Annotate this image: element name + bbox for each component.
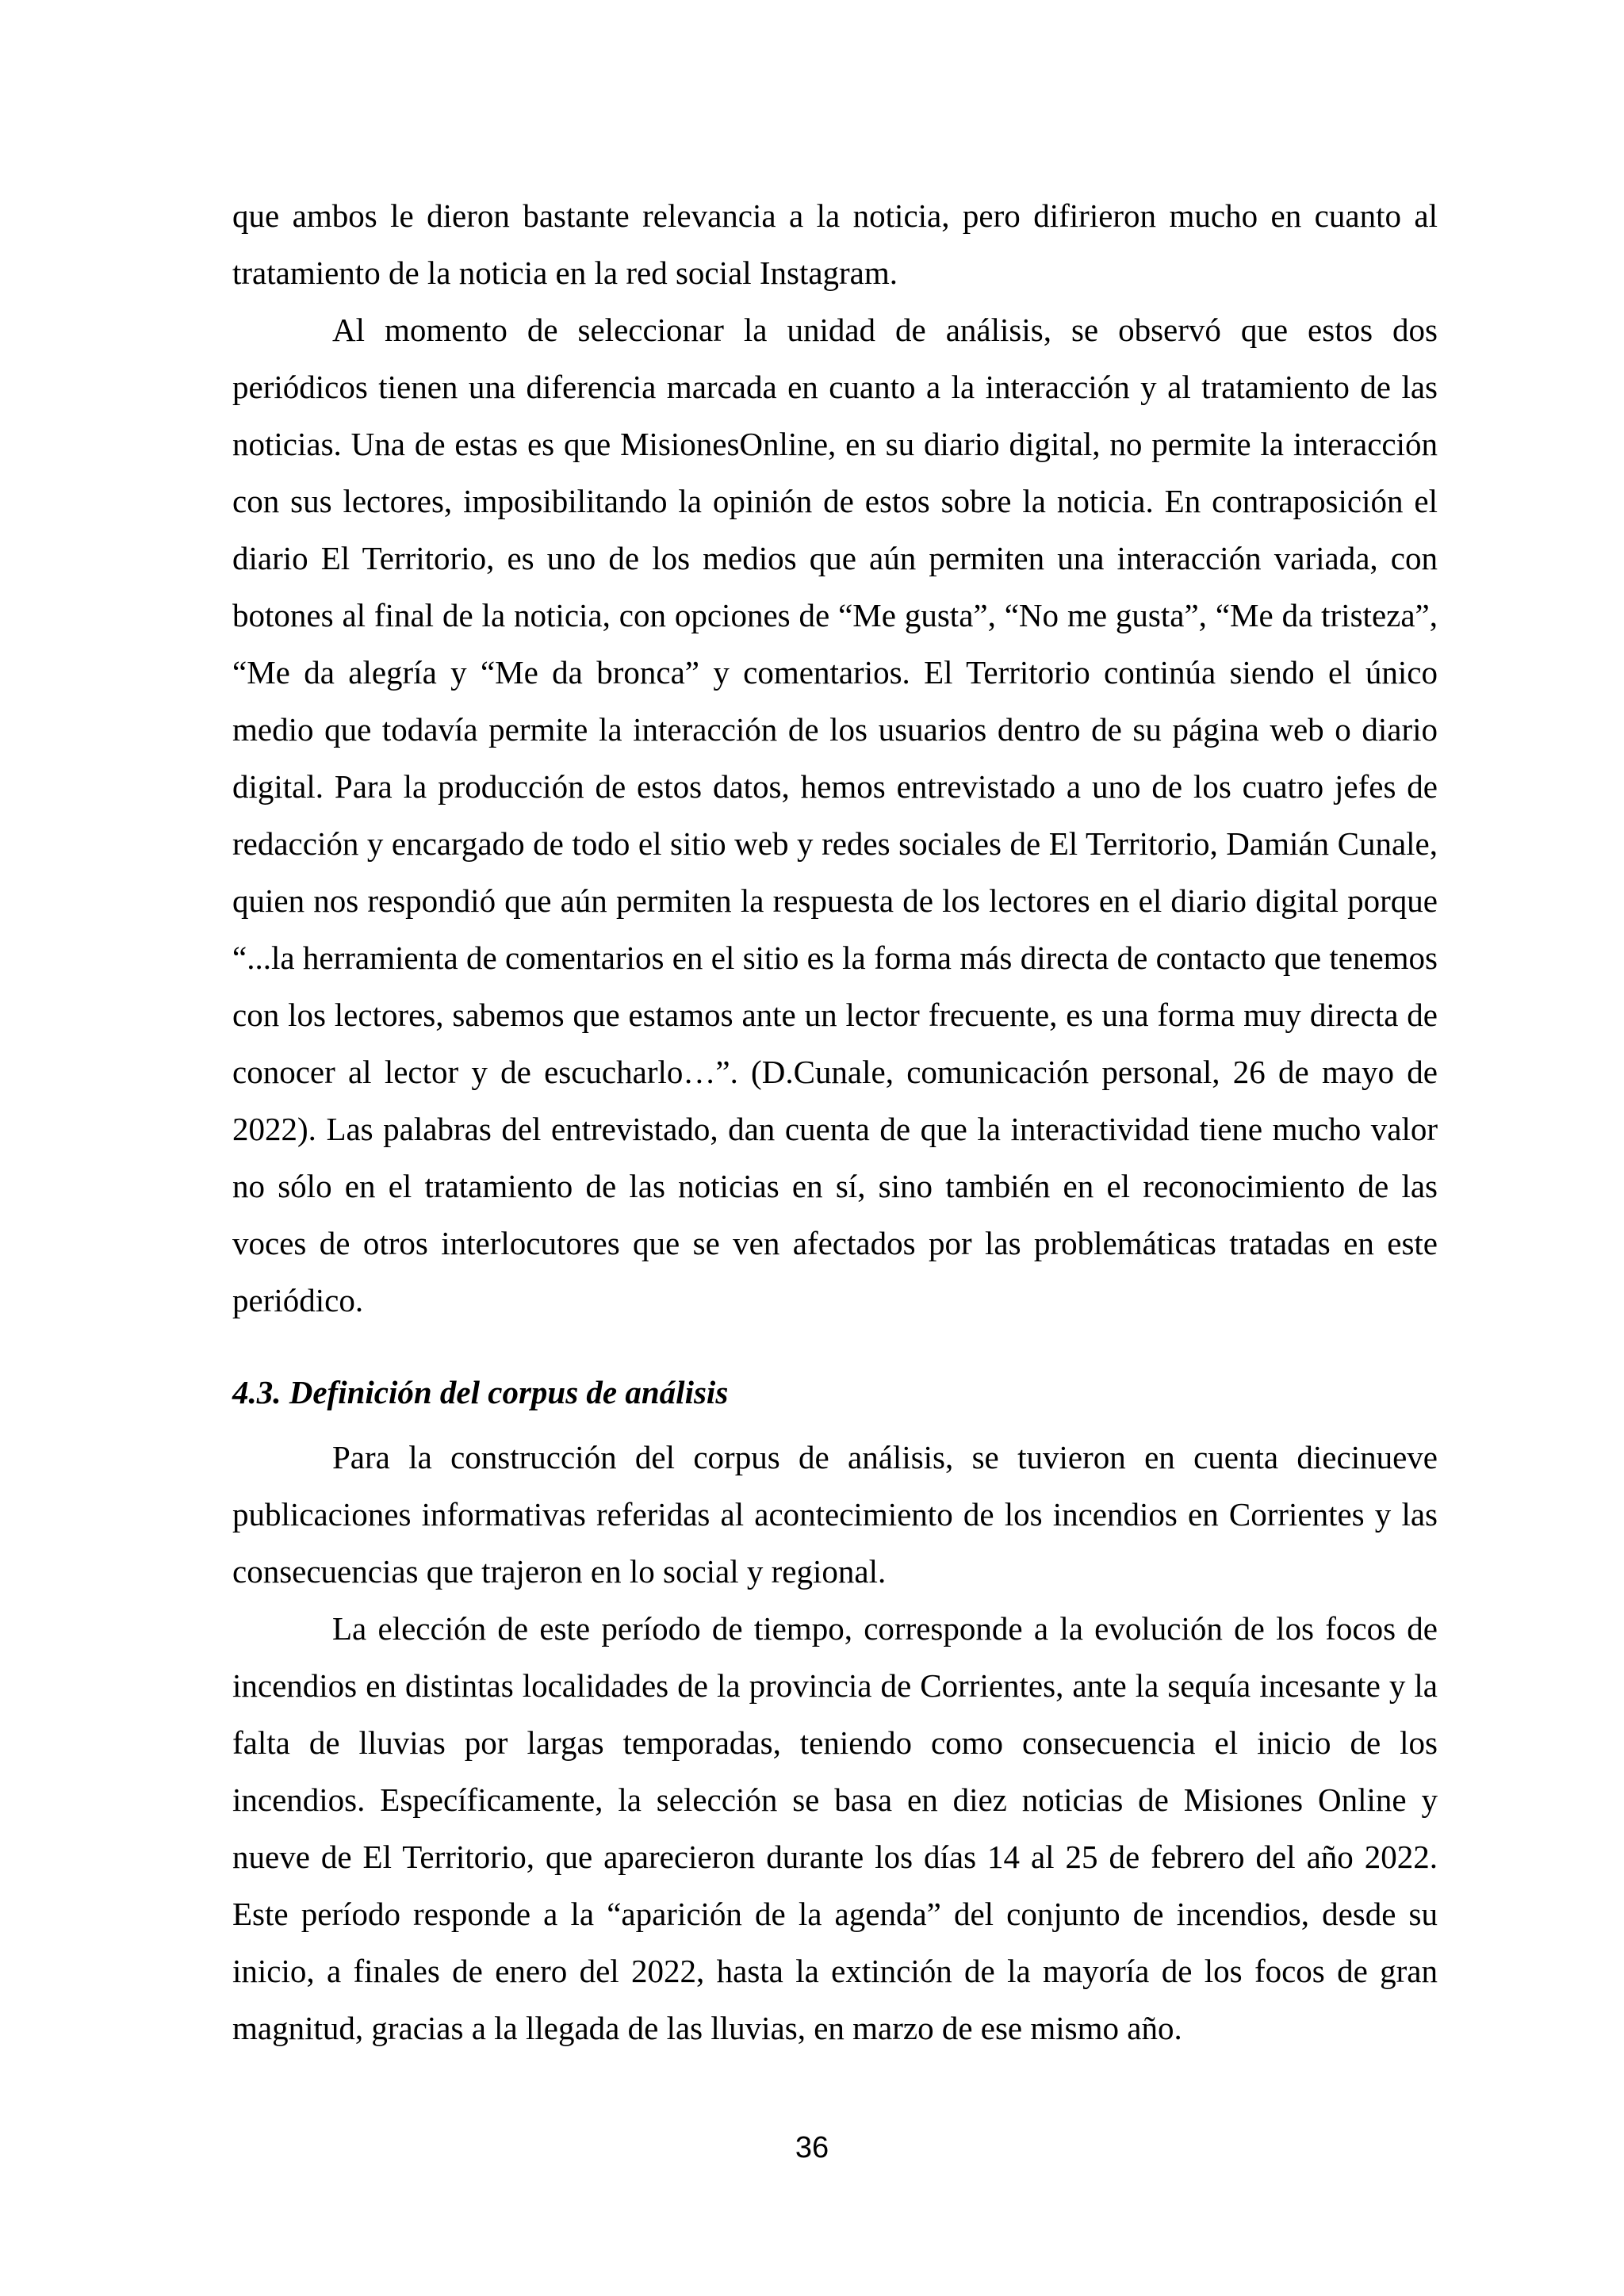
paragraph-corpus-construction: Para la construcción del corpus de análisis, se tuvieron en cuenta diecinueve publicaciones informativas referidas al acontecimiento de los incendios en Corrientes y las consecuencias que trajeron en lo social y regional.	[232, 1439, 1438, 1590]
section-heading: 4.3. Definición del corpus de análisis	[232, 1374, 729, 1410]
page-body	[232, 187, 1438, 2057]
page-number: 36	[795, 2131, 829, 2164]
paragraph-continuation: que ambos le dieron bastante relevancia a la noticia, pero difirieron mucho en cuanto al tratamiento de la noticia en la red social Instagram.	[232, 197, 1438, 291]
paragraph-unit-of-analysis: Al momento de seleccionar la unidad de análisis, se observó que estos dos periódicos tienen una diferencia marcada en cuanto a la interacción y al tratamiento de las noticias. Una de estas es que MisionesOnline, en su diario digital, no permite la interacción con sus lectores, imposibilitando la opinión de estos sobre la noticia. En contraposición el diario El Territorio, es uno de los medios que aún permiten una interacción variada, con botones al final de la noticia, con opciones de “Me gusta”, “No me gusta”, “Me da tristeza”, “Me da alegría y “Me da bronca” y comentarios. El Territorio continúa siendo el único medio que todavía permite la interacción de los usuarios dentro de su página web o diario digital. Para la producción de estos datos, hemos entrevistado a uno de los cuatro jefes de redacción y encargado de todo el sitio web y redes sociales de El Territorio, Damián Cunale, quien nos respondió que aún permiten la respuesta de los lectores en el diario digital porque “...la herramienta de comentarios en el sitio es la forma más directa de contacto que tenemos con los lectores, sabemos que estamos ante un lector frecuente, es una forma muy directa de conocer al lector y de escucharlo…”. (D.Cunale, comunicación personal, 26 de mayo de 2022). Las palabras del entrevistado, dan cuenta de que la interactividad tiene mucho valor no sólo en el tratamiento de las noticias en sí, sino también en el reconocimiento de las voces de otros interlocutores que se ven afectados por las problemáticas tratadas en este periódico.	[232, 312, 1438, 1318]
paragraph-time-period: La elección de este período de tiempo, corresponde a la evolución de los focos de incendios en distintas localidades de la provincia de Corrientes, ante la sequía incesante y la falta de lluvias por largas temporadas, teniendo como consecuencia el inicio de los incendios. Específicamente, la selección se basa en diez noticias de Misiones Online y nueve de El Territorio, que aparecieron durante los días 14 al 25 de febrero del año 2022. Este período responde a la “aparición de la agenda” del conjunto de incendios, desde su inicio, a finales de enero del 2022, hasta la extinción de la mayoría de los focos de gran magnitud, gracias a la llegada de las lluvias, en marzo de ese mismo año.	[232, 1610, 1438, 2046]
